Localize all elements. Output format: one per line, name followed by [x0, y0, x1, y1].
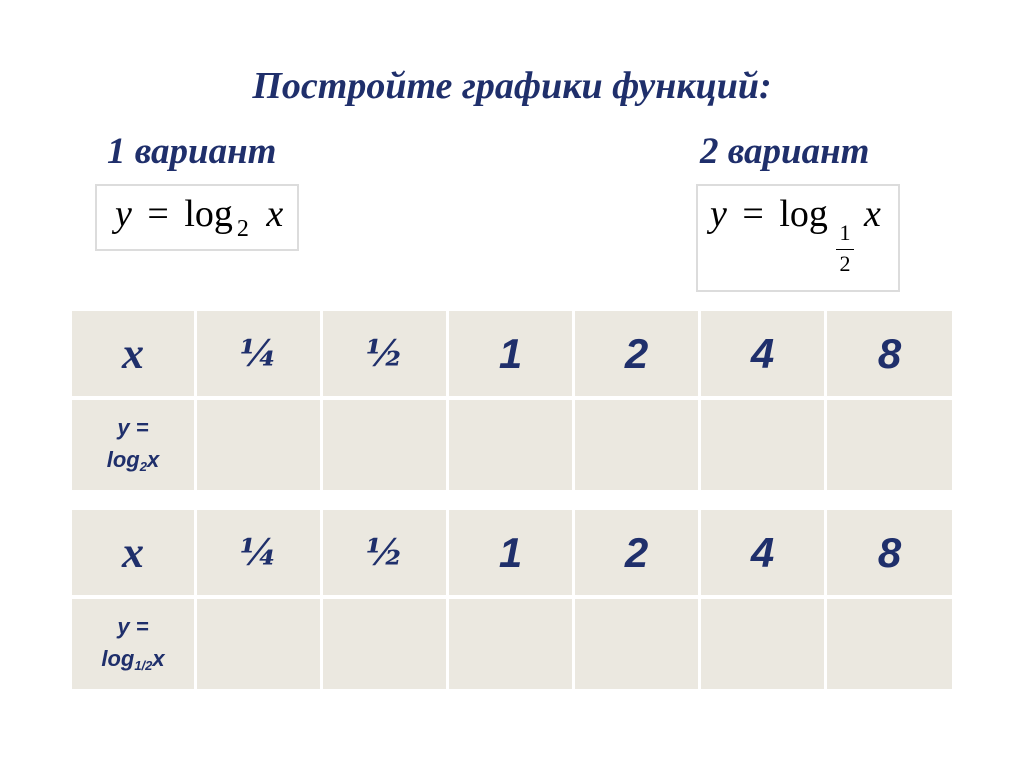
y-answer-cell[interactable] [323, 599, 449, 693]
y-answer-cell[interactable] [827, 599, 952, 693]
y-answer-cell[interactable] [323, 400, 449, 494]
fraction-bar [836, 249, 854, 250]
x-value-cell: 4 [701, 510, 827, 599]
values-table-1 [72, 311, 952, 494]
x-value-cell: ½ [323, 510, 449, 599]
table-row [72, 599, 952, 693]
x-value-cell: 8 [827, 311, 952, 400]
table-row [72, 311, 952, 400]
x-header-cell: x [72, 311, 197, 400]
x-value-cell: 1 [449, 311, 575, 400]
x-value-cell: 2 [575, 510, 701, 599]
x-header-cell: x [72, 510, 197, 599]
y-header-cell [72, 599, 197, 693]
formula-variant-2 [696, 184, 900, 292]
table-row [72, 400, 952, 494]
formula-variant-1 [95, 184, 299, 251]
x-value-cell: ¼ [197, 510, 323, 599]
y-label-line2 [72, 444, 194, 479]
y-answer-cell[interactable] [197, 400, 323, 494]
y-label-arg: x [146, 446, 160, 472]
y-label-line1: y = [117, 613, 149, 639]
x-value-cell: ½ [323, 311, 449, 400]
y-answer-cell[interactable] [575, 400, 701, 494]
y-answer-cell[interactable] [197, 599, 323, 693]
y-label-base: 2 [139, 458, 147, 474]
y-label-fn: log [101, 645, 135, 671]
y-label-fn: log [106, 446, 140, 472]
formula-2-fn: log [779, 193, 828, 235]
formula-2-arg: x [864, 193, 881, 235]
formula-2-base-numerator: 1 [839, 220, 851, 245]
y-answer-cell[interactable] [449, 599, 575, 693]
formula-1-eq: = [147, 193, 169, 235]
formula-2-eq: = [742, 193, 764, 235]
values-table-2 [72, 510, 952, 693]
formula-1-base: 2 [236, 216, 249, 242]
y-header-cell [72, 400, 197, 494]
y-answer-cell[interactable] [449, 400, 575, 494]
variant-1-label: 1 вариант [107, 131, 277, 172]
y-label-line2 [72, 643, 194, 678]
formula-1-lhs: y [115, 193, 132, 235]
table-row [72, 510, 952, 599]
formula-1-arg: x [266, 193, 284, 235]
x-value-cell: ¼ [197, 311, 323, 400]
y-answer-cell[interactable] [701, 599, 827, 693]
x-value-cell: 4 [701, 311, 827, 400]
y-answer-cell[interactable] [575, 599, 701, 693]
y-label-base: 1/2 [134, 657, 153, 673]
page-title: Постройте графики функций: [252, 65, 772, 107]
y-label-arg: x [152, 645, 165, 671]
y-label-line1: y = [117, 414, 149, 440]
y-answer-cell[interactable] [827, 400, 952, 494]
formula-2-lhs: y [710, 193, 727, 235]
x-value-cell: 2 [575, 311, 701, 400]
formula-2-base-denominator: 2 [839, 251, 851, 276]
y-answer-cell[interactable] [701, 400, 827, 494]
x-value-cell: 8 [827, 510, 952, 599]
variant-2-label: 2 вариант [700, 131, 870, 172]
x-value-cell: 1 [449, 510, 575, 599]
formula-1-fn: log [184, 193, 233, 235]
